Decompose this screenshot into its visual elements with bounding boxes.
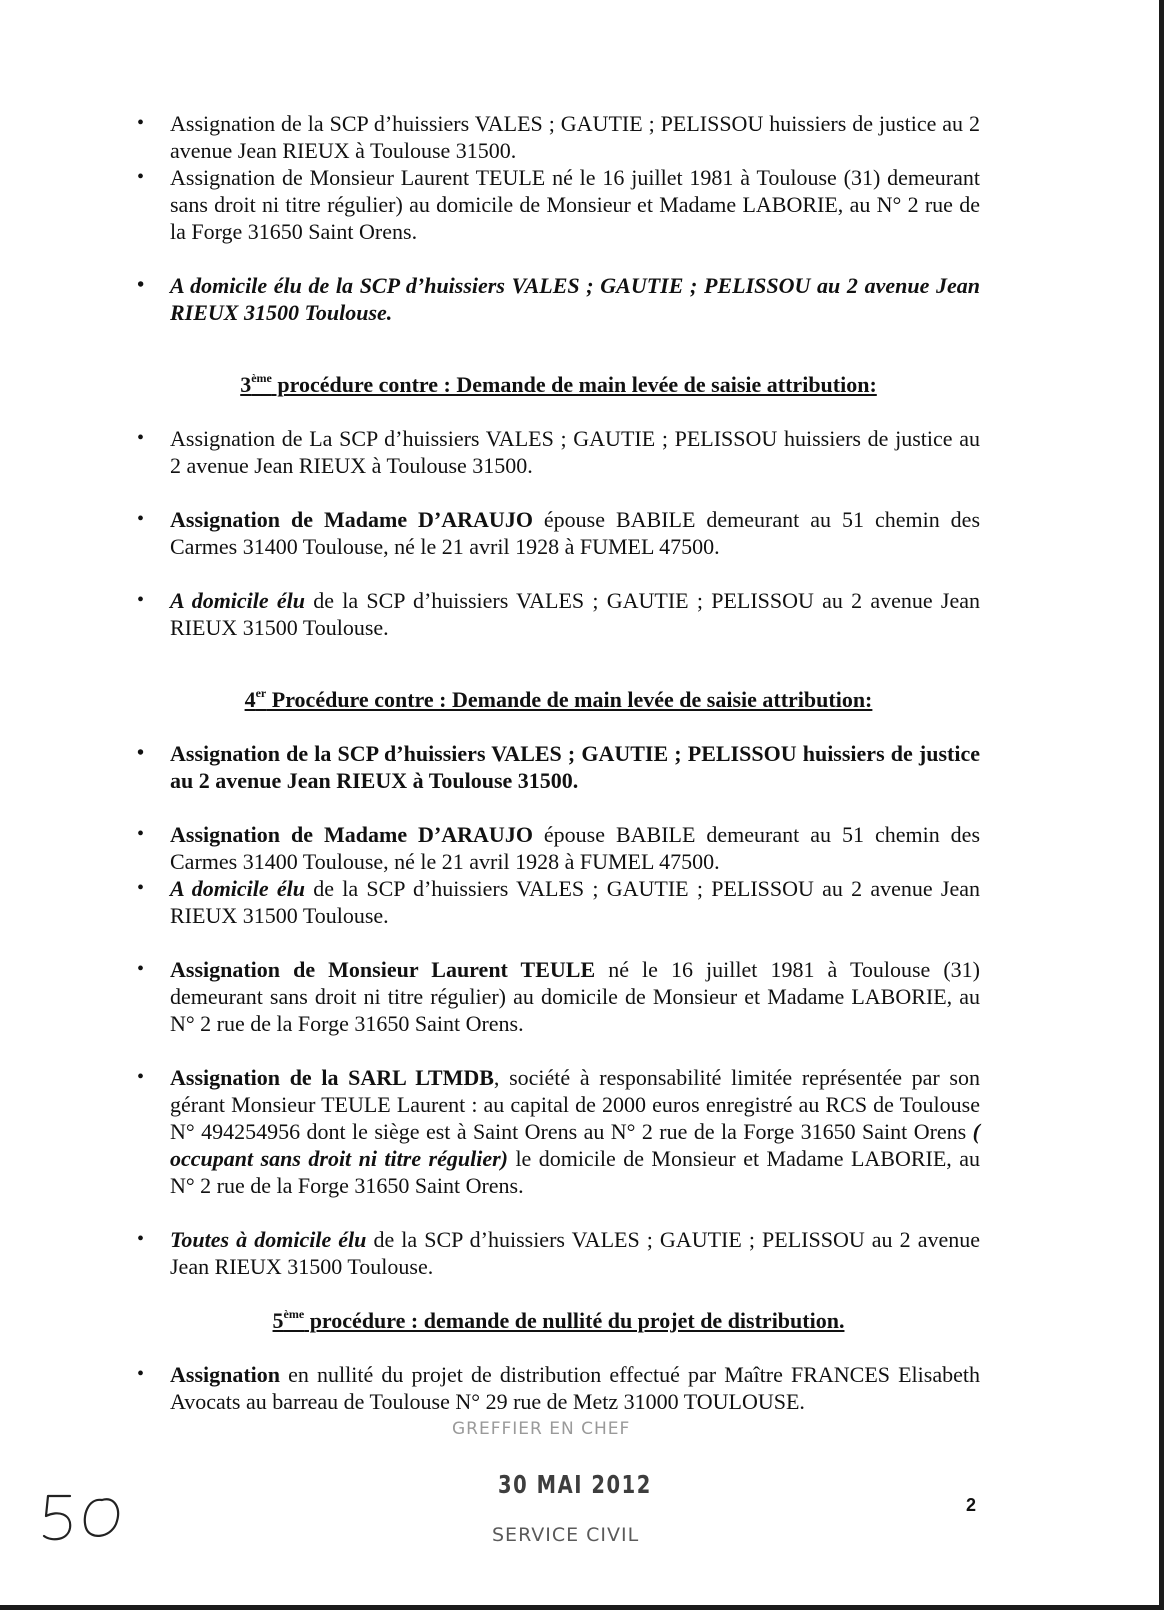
list-item bbox=[137, 587, 980, 641]
heading-number: 5 bbox=[272, 1308, 284, 1333]
item-bold-text: Assignation de Monsieur Laurent TEULE bbox=[170, 957, 596, 982]
item-text: , société à responsabilité limitée représentée par son gérant Monsieur TEULE Laurent : au capital de 2000 euros enregistré au RCS de Toulouse N° 494254956 dont le siège est à Saint Orens au N° 2 rue de la Forge 31650 Saint Orens bbox=[170, 1065, 980, 1144]
item-text: en nullité du projet de distribution effectué par Maître FRANCES Elisabeth Avocats au barreau de Toulouse N° 29 rue de Metz 31000 TOULOUSE. bbox=[170, 1362, 980, 1414]
item-text: de la SCP d’huissiers VALES ; GAUTIE ; PELISSOU au 2 avenue Jean RIEUX 31500 Toulouse. bbox=[170, 588, 980, 640]
list-item bbox=[137, 875, 980, 929]
stamp-service-text: SERVICE CIVIL bbox=[492, 1524, 640, 1546]
item-text: le domicile de Monsieur et Madame LABORIE, au N° 2 rue de la Forge 31650 Saint Orens. bbox=[170, 1146, 980, 1198]
handwritten-number bbox=[40, 1486, 130, 1551]
heading-text: procédure : demande de nullité du projet de distribution. bbox=[304, 1308, 845, 1333]
list-item bbox=[137, 1064, 980, 1199]
item-text: né le 16 juillet 1981 à Toulouse (31) demeurant sans droit ni titre régulier) au domicile de Monsieur et Madame LABORIE, au N° 2 rue de la Forge 31650 Saint Orens. bbox=[170, 957, 980, 1036]
stamp-greffier-text: GREFFIER EN CHEF bbox=[452, 1419, 631, 1439]
page-number: 2 bbox=[966, 1495, 977, 1515]
heading-superscript: ème bbox=[283, 1307, 305, 1321]
item-text: de la SCP d’huissiers VALES ; GAUTIE ; PELISSOU au 2 avenue Jean RIEUX 31500 Toulouse. bbox=[170, 1227, 980, 1279]
section-heading-4 bbox=[137, 686, 980, 713]
item-bolditalic-text: ( occupant sans droit ni titre régulier) bbox=[170, 1119, 980, 1171]
item-bold-text: Assignation bbox=[170, 1362, 281, 1387]
item-text: Assignation de la SCP d’huissiers VALES ; GAUTIE ; PELISSOU huissiers de justice au 2 avenue Jean RIEUX à Toulouse 31500. bbox=[170, 111, 980, 163]
list-item bbox=[137, 425, 980, 479]
item-bold-text: Assignation de Madame D’ARAUJO bbox=[170, 822, 533, 847]
stamp-date: 30 MAI 2012 bbox=[498, 1470, 652, 1499]
item-text: épouse BABILE demeurant au 51 chemin des Carmes 31400 Toulouse, né le 21 avril 1928 à FUMEL 47500. bbox=[170, 822, 981, 874]
handwritten-fifty-icon bbox=[40, 1486, 130, 1546]
list-item bbox=[137, 506, 980, 560]
heading-number: 4 bbox=[244, 687, 256, 712]
item-bold-text: Assignation de Madame D’ARAUJO bbox=[170, 507, 533, 532]
list-item bbox=[137, 1226, 980, 1280]
item-bolditalic-text: A domicile élu bbox=[170, 588, 306, 613]
item-text: Assignation de Monsieur Laurent TEULE né le 16 juillet 1981 à Toulouse (31) demeurant sans droit ni titre régulier) au domicile de Monsieur et Madame LABORIE, au N° 2 rue de la Forge 31650 Saint Orens. bbox=[170, 165, 980, 244]
list-item bbox=[137, 110, 980, 164]
heading-text: Procédure contre : Demande de main levée de saisie attribution: bbox=[266, 687, 873, 712]
list-item bbox=[137, 821, 980, 875]
heading-text: procédure contre : Demande de main levée de saisie attribution: bbox=[271, 372, 877, 397]
section-heading-3 bbox=[137, 371, 980, 398]
item-bolditalic-text: Toutes à domicile élu bbox=[170, 1227, 367, 1252]
item-bold-text: Assignation de la SARL LTMDB bbox=[170, 1065, 494, 1090]
item-text: épouse BABILE demeurant au 51 chemin des Carmes 31400 Toulouse, né le 21 avril 1928 à FUMEL 47500. bbox=[170, 507, 981, 559]
list-item bbox=[137, 740, 980, 794]
list-item bbox=[137, 1361, 980, 1415]
heading-superscript: er bbox=[255, 686, 267, 700]
heading-number: 3 bbox=[240, 372, 252, 397]
item-text: A domicile élu de la SCP d’huissiers VALES ; GAUTIE ; PELISSOU au 2 avenue Jean RIEUX 31500 Toulouse. bbox=[170, 273, 980, 325]
list-item bbox=[137, 164, 980, 245]
list-item bbox=[137, 272, 980, 326]
document-body bbox=[137, 110, 980, 1415]
item-text: de la SCP d’huissiers VALES ; GAUTIE ; PELISSOU au 2 avenue Jean RIEUX 31500 Toulouse. bbox=[170, 876, 980, 928]
item-bolditalic-text: A domicile élu bbox=[170, 876, 306, 901]
item-bold-text: Assignation de la SCP d’huissiers VALES ; GAUTIE ; PELISSOU huissiers de justice au 2 avenue Jean RIEUX à Toulouse 31500. bbox=[170, 741, 980, 793]
section-heading-5 bbox=[137, 1307, 980, 1334]
heading-superscript: ème bbox=[251, 371, 272, 385]
list-item bbox=[137, 956, 980, 1037]
item-text: Assignation de La SCP d’huissiers VALES ; GAUTIE ; PELISSOU huissiers de justice au 2 avenue Jean RIEUX à Toulouse 31500. bbox=[170, 426, 980, 478]
